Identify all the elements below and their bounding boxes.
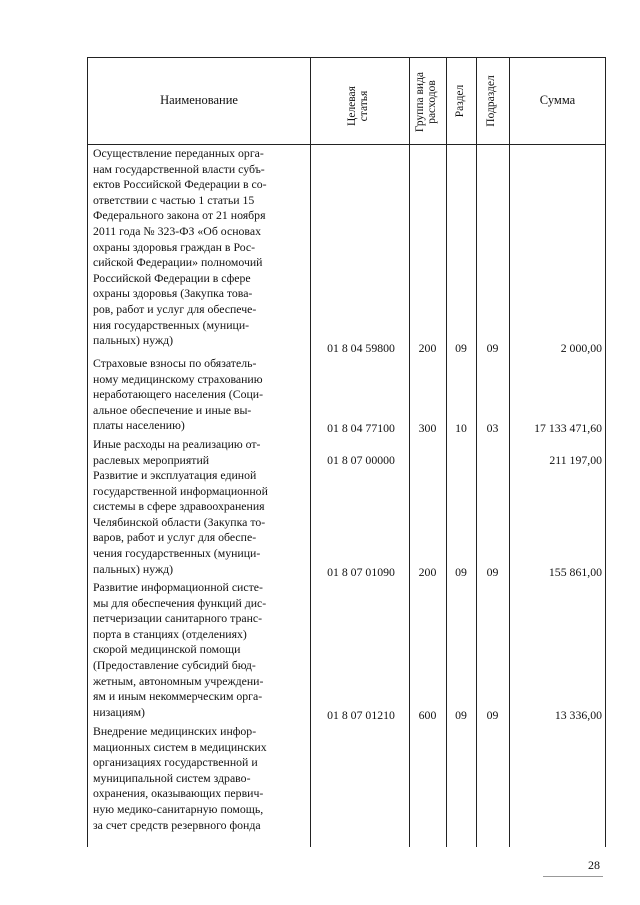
description-line: организациях государственной и (93, 755, 258, 770)
description-line: охранения, оказывающих первич- (93, 786, 264, 801)
description-line: скорой медицинской помощи (93, 642, 241, 657)
header-subsection: Подраздел (485, 75, 497, 127)
column-divider (446, 57, 447, 847)
table-right-border (605, 57, 606, 847)
header-target-article (346, 66, 374, 146)
header-section: Раздел (454, 84, 466, 118)
description-line: мационных систем в медицинских (93, 739, 267, 754)
description-line: 2011 года № 323-ФЗ «Об основах (93, 223, 261, 238)
row-sum: 17 133 471,60 (534, 421, 602, 435)
row-description (93, 356, 306, 434)
description-line: неработающего населения (Соци- (93, 387, 264, 402)
description-line: охраны здоровья (Закупка това- (93, 286, 253, 301)
table-top-border (87, 57, 606, 58)
row-target-code: 01 8 07 01210 (327, 708, 395, 722)
description-line: Осуществление переданных орга- (93, 146, 264, 160)
description-line: Иные расходы на реализацию от- (93, 437, 261, 451)
row-target-code: 01 8 04 77100 (327, 421, 395, 435)
row-subsection: 03 (486, 421, 499, 435)
row-section: 09 (455, 341, 467, 355)
row-description (93, 724, 306, 833)
description-line: порта в станциях (отделениях) (93, 626, 247, 641)
header-target-line2: статья (358, 90, 370, 122)
row-sum: 211 197,00 (549, 453, 602, 467)
row-expense-group: 200 (418, 341, 437, 355)
description-line: ответствии с частью 1 статьи 15 (93, 192, 255, 207)
header-group-line1: Группа вида (414, 71, 426, 133)
description-line: (Предоставление субсидий бюд- (93, 657, 256, 672)
row-sum: 13 336,00 (554, 708, 602, 722)
row-expense-group: 300 (418, 421, 437, 435)
column-divider (409, 57, 410, 847)
description-line: охраны здоровья граждан в Рос- (93, 239, 256, 254)
scan-artifact-line (543, 876, 603, 877)
description-line: Челябинской области (Закупка то- (93, 514, 266, 529)
column-divider (476, 57, 477, 847)
row-description (93, 580, 306, 720)
description-line: альное обеспечение и иные вы- (93, 402, 252, 417)
description-line: Федерального закона от 21 ноября (93, 208, 266, 223)
header-name: Наименование (160, 93, 238, 107)
page-number: 28 (588, 858, 600, 872)
description-line: ров, работ и услуг для обеспече- (93, 301, 257, 316)
description-line: сийской Федерации» полномочий (93, 255, 263, 270)
description-line: пальных) нужд) (93, 333, 174, 348)
row-section: 09 (455, 565, 467, 579)
row-target-code: 01 8 07 00000 (327, 453, 395, 467)
description-line: раслевых мероприятий (93, 452, 210, 467)
description-line: Внедрение медицинских инфор- (93, 724, 257, 738)
row-description (93, 468, 306, 577)
row-sum: 2 000,00 (560, 341, 602, 355)
row-target-code: 01 8 04 59800 (327, 341, 395, 355)
description-line: Российской Федерации в сфере (93, 270, 251, 285)
description-line: мы для обеспечения функций дис- (93, 595, 267, 610)
row-subsection: 09 (486, 708, 499, 722)
row-description (93, 146, 306, 349)
column-divider (310, 57, 311, 847)
description-line: нам государственной власти субъ- (93, 161, 265, 176)
description-line: петчеризации санитарного транс- (93, 611, 263, 626)
row-subsection: 09 (486, 565, 499, 579)
row-section: 09 (455, 708, 467, 722)
description-line: Страховые взносы по обязатель- (93, 356, 257, 370)
description-line: ную медико-санитарную помощь, (93, 801, 264, 816)
description-line: системы в сфере здравоохранения (93, 499, 265, 514)
description-line: за счет средств резервного фонда (93, 817, 261, 832)
header-group-line2: расходов (426, 80, 438, 124)
row-subsection: 09 (486, 341, 499, 355)
description-line: варов, работ и услуг для обеспе- (93, 530, 257, 545)
header-target-line1: Целевая (346, 86, 358, 126)
row-target-code: 01 8 07 01090 (327, 565, 395, 579)
description-line: Развитие и эксплуатация единой (93, 468, 257, 482)
description-line: Развитие информационной систе- (93, 580, 263, 594)
column-divider (509, 57, 510, 847)
description-line: ектов Российской Федерации в со- (93, 177, 267, 192)
description-line: жетным, автономным учреждени- (93, 673, 264, 688)
description-line: платы населению) (93, 418, 185, 433)
row-sum: 155 861,00 (548, 565, 602, 579)
row-expense-group: 600 (418, 708, 437, 722)
description-line: муниципальной систем здраво- (93, 770, 251, 785)
description-line: ям и иным некоммерческим орга- (93, 689, 263, 704)
row-description (93, 437, 306, 468)
header-expense-group (414, 59, 442, 145)
description-line: государственной информационной (93, 483, 268, 498)
description-line: ному медицинскому страхованию (93, 371, 263, 386)
description-line: чения государственных (муници- (93, 545, 261, 560)
description-line: ния государственных (муници- (93, 317, 250, 332)
row-expense-group: 200 (418, 565, 437, 579)
row-section: 10 (455, 421, 467, 435)
table-left-border (87, 57, 88, 847)
description-line: пальных) нужд) (93, 561, 174, 576)
header-sum: Сумма (539, 93, 576, 107)
description-line: низациям) (93, 704, 145, 719)
